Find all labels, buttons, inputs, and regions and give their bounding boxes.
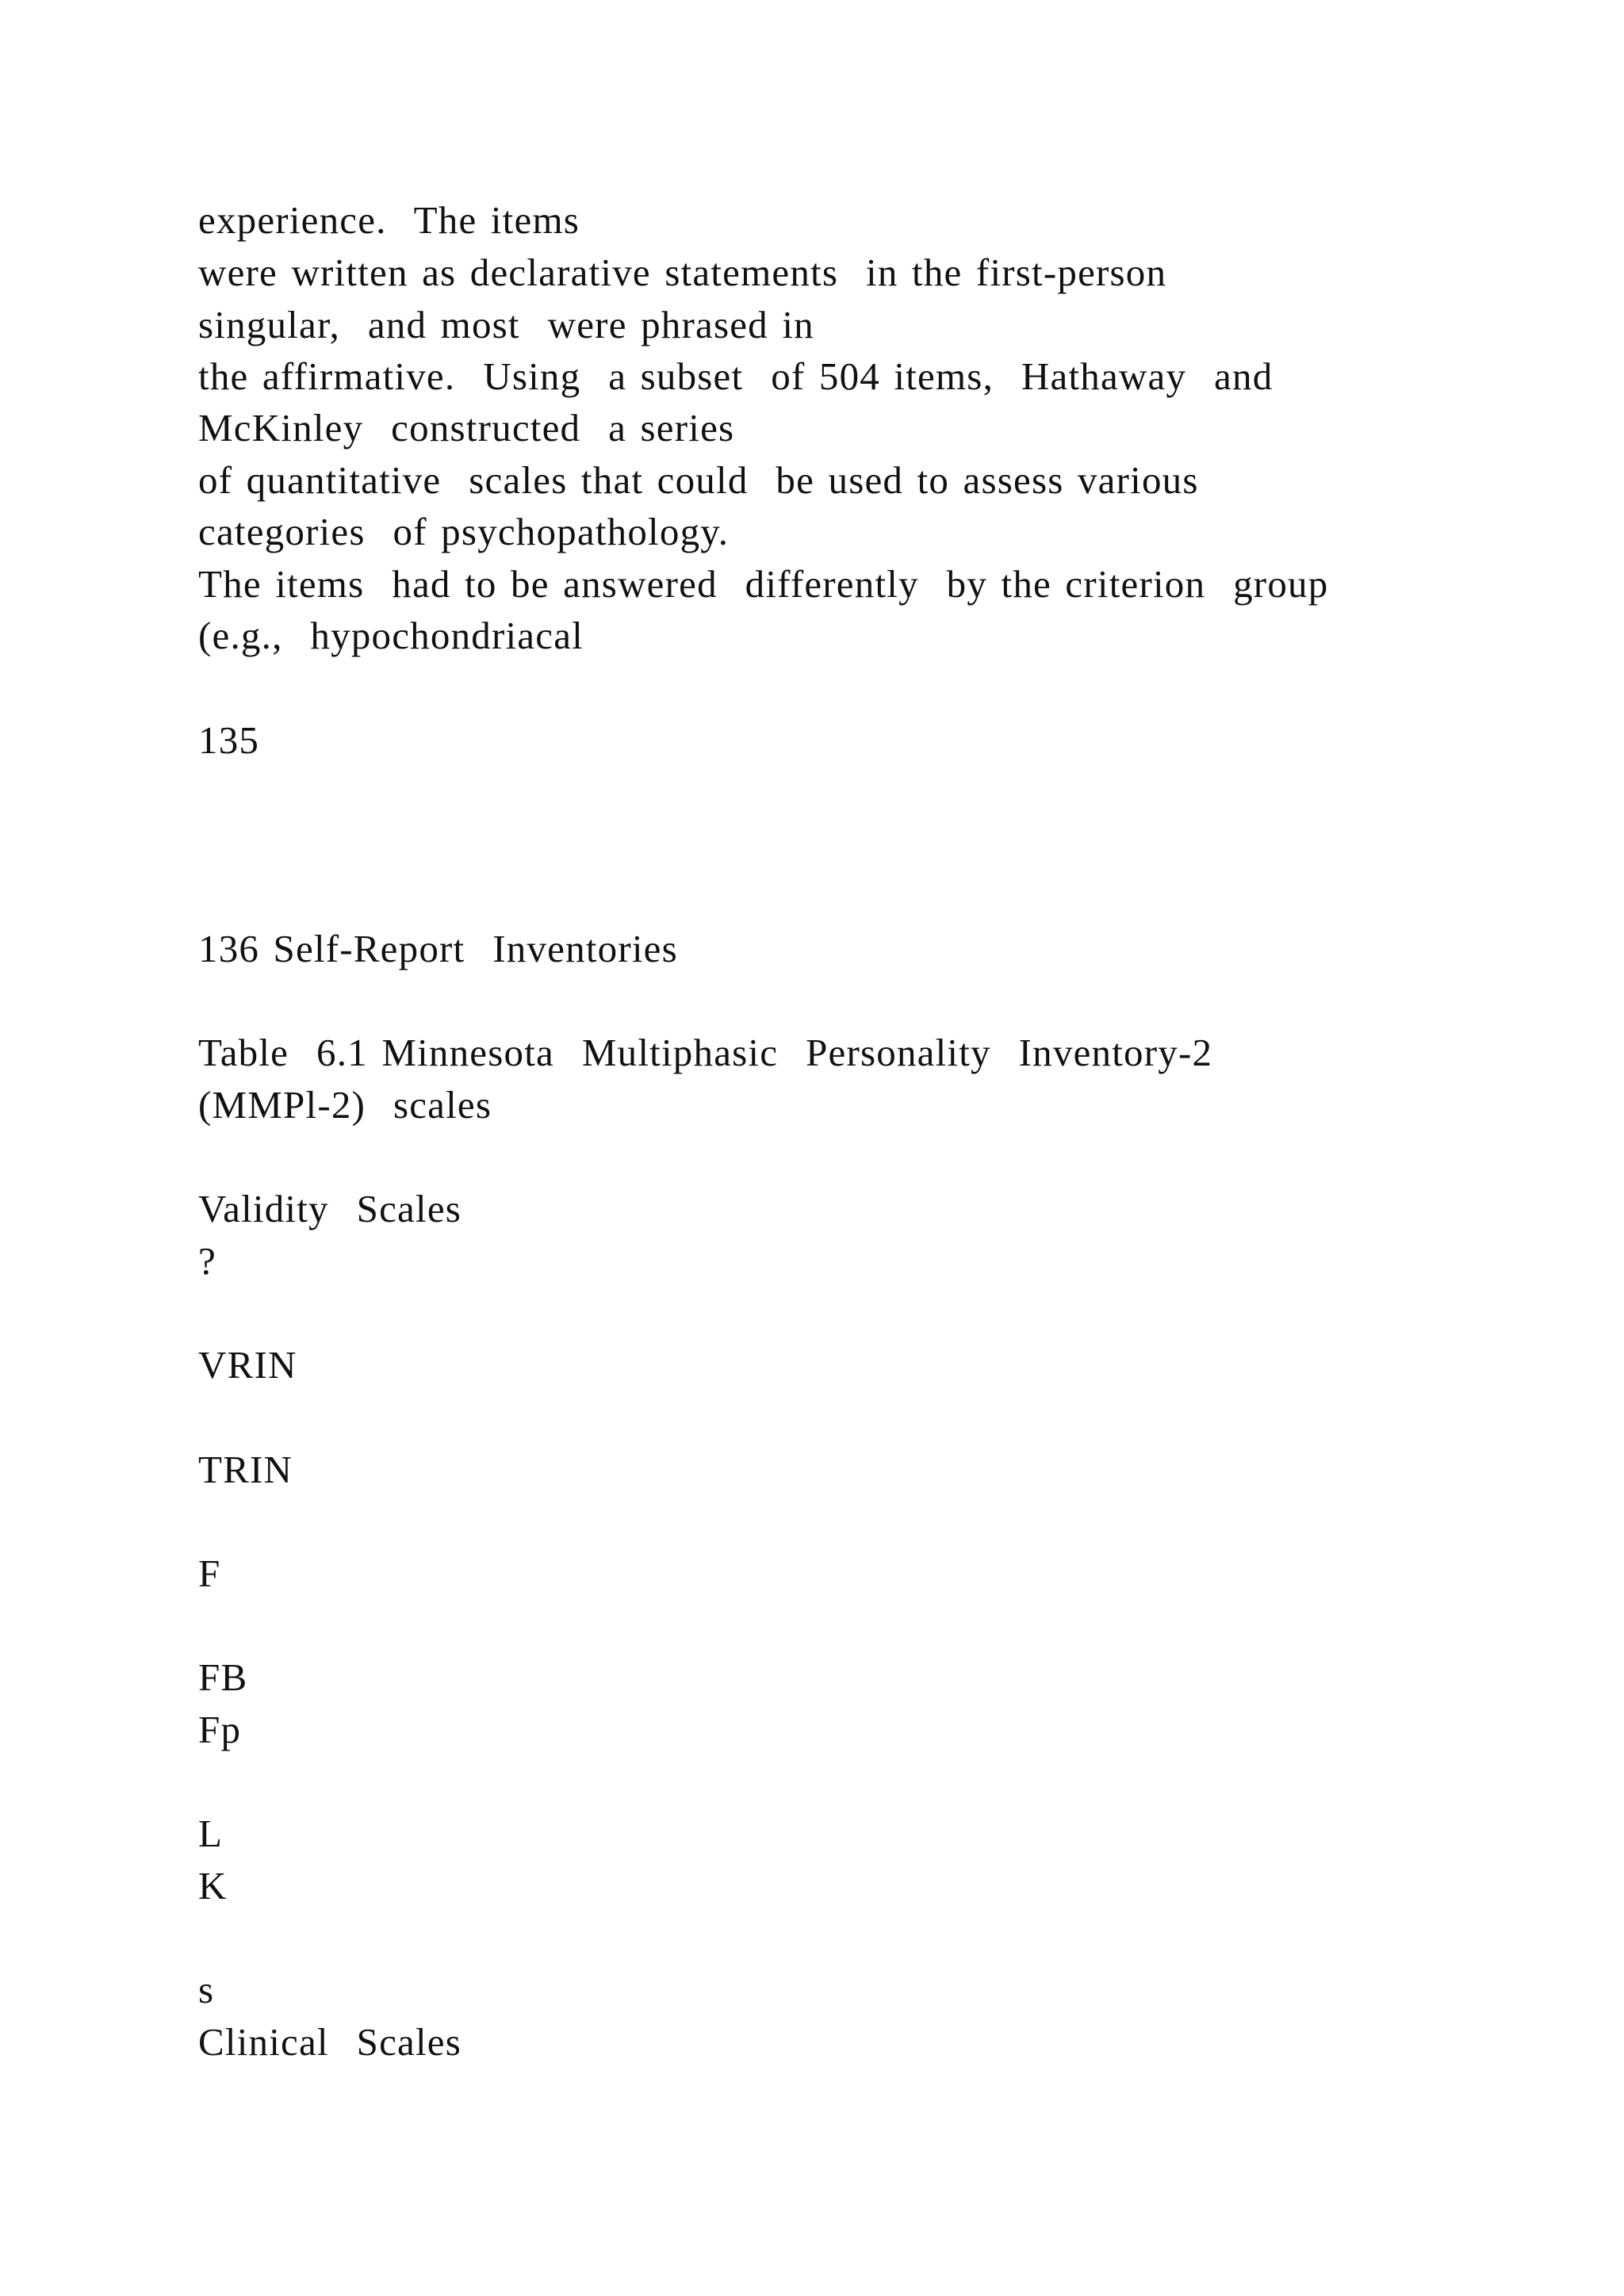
validity-item-question: ? bbox=[198, 1239, 216, 1283]
validity-item-vrin: VRIN bbox=[198, 1343, 297, 1387]
body-line-7: categories of psychopathology. bbox=[198, 510, 730, 553]
page-number: 135 bbox=[198, 718, 260, 762]
table-caption-line-1: Table 6.1 Minnesota Multiphasic Personality Inventory-2 bbox=[198, 1031, 1213, 1074]
body-line-3: singular, and most were phrased in bbox=[198, 303, 814, 346]
body-line-4: the affirmative. Using a subset of 504 items, Hathaway and bbox=[198, 354, 1274, 398]
validity-item-fb: FB bbox=[198, 1655, 248, 1699]
validity-item-s: s bbox=[198, 1968, 215, 2011]
body-line-6: of quantitative scales that could be used to assess various bbox=[198, 458, 1199, 502]
table-caption-line-2: (MMPl-2) scales bbox=[198, 1083, 492, 1127]
validity-item-fp: Fp bbox=[198, 1708, 242, 1751]
validity-item-trin: TRIN bbox=[198, 1448, 293, 1491]
validity-item-k: K bbox=[198, 1864, 228, 1908]
validity-item-l: L bbox=[198, 1812, 224, 1855]
running-header: 136 Self-Report Inventories bbox=[198, 927, 678, 970]
validity-item-f: F bbox=[198, 1552, 221, 1595]
clinical-scales-heading: Clinical Scales bbox=[198, 2020, 462, 2064]
body-line-9: (e.g., hypochondriacal bbox=[198, 614, 584, 657]
body-line-2: were written as declarative statements in the first-person bbox=[198, 251, 1167, 294]
validity-scales-heading: Validity Scales bbox=[198, 1187, 462, 1230]
body-line-1: experience. The items bbox=[198, 198, 580, 242]
body-line-8: The items had to be answered differently by the criterion group bbox=[198, 562, 1329, 606]
body-line-5: McKinley constructed a series bbox=[198, 406, 735, 450]
